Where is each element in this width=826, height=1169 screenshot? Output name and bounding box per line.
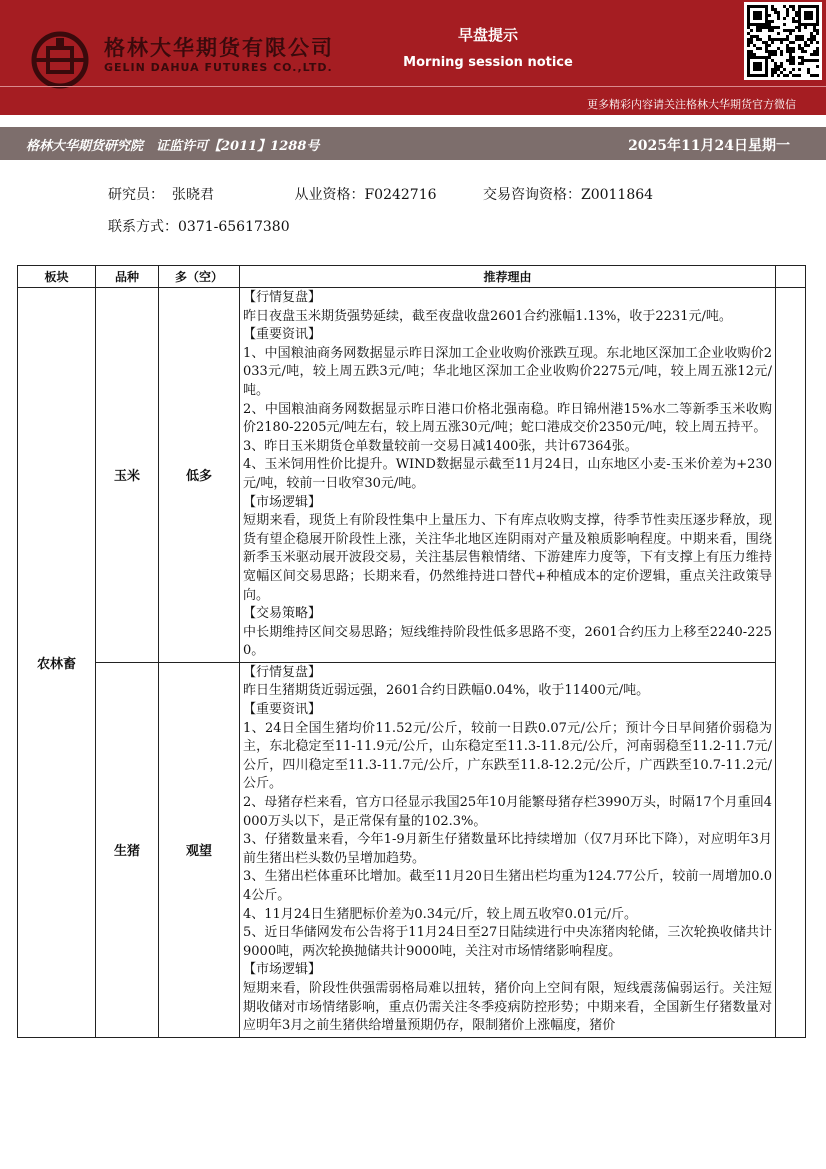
consult-label: 交易咨询资格： [482,187,581,203]
report-title-en: Morning session notice [403,55,573,70]
consult-number: Z0011864 [580,187,654,203]
reason-paragraph: 短期来看，现货上有阶段性集中上量压力、下有库点收购支撑，待季节性卖压逐步释放，现货有望企稳展开阶段性上涨，关注华北地区连阴雨对产量及粮质影响程度。中期来看，围绕新季玉米驱动展开波段交易，关注基层售粮情绪、下游建库力度等，下有支撑上有压力维持宽幅区间交易思路；长期来看，仍然维持进口替代+种植成本的定价逻辑，重点关注政策导向。 [243,513,772,603]
reason-paragraph: 【行情复盘】 [243,290,322,305]
qualification-label: 从业资格： [294,187,365,203]
header-divider [0,86,826,87]
reason-paragraph: 【交易策略】 [243,606,322,622]
report-date: 2025年11月24日星期一 [628,138,790,154]
report-title-cn: 早盘提示 [457,26,518,44]
reason-paragraph: 3、生猪出栏体重环比增加。截至11月20日生猪出栏均重为124.77公斤，较前一周增加0.04公斤。 [243,869,772,903]
variety-cell: 玉米 [96,288,159,663]
reason-paragraph: 【市场逻辑】 [243,494,322,510]
table-header-row [18,266,806,288]
reason-paragraph: 【重要资讯】 [243,702,322,718]
header-extra [776,266,806,288]
company-name-cn: 格林大华期货有限公司 [104,36,334,60]
reason-paragraph: 短期来看，阶段性供强需弱格局难以扭转，猪价向上空间有限，短线震荡偏弱运行。关注短期收储对市场情绪影响，重点仍需关注冬季疫病防控形势；中期来看，全国新生仔猪数量对应明年3月之前生猪供给增量预期仍存，限制猪价上涨幅度，猪价 [243,980,772,1034]
researcher-info [108,184,653,204]
contact-info [108,216,290,236]
page-header [0,0,826,115]
reason-paragraph: 【市场逻辑】 [243,962,322,978]
institute-bar [0,127,826,160]
researcher-name: 张晓君 [172,187,214,203]
reason-paragraph: 中长期维持区间交易思路；短线维持阶段性低多思路不变，2601合约压力上移至2240-2250。 [243,624,772,659]
wechat-qr-code-icon [744,2,822,80]
direction-cell: 观望 [159,662,240,1037]
reason-paragraph: 3、仔猪数量来看，今年1-9月新生仔猪数量环比持续增加（仅7月环比下降），对应明年3月前生猪出栏头数仍呈增加趋势。 [243,832,772,866]
header-variety: 品种 [96,266,159,288]
reason-paragraph: 2、母猪存栏来看，官方口径显示我国25年10月能繁母猪存栏3990万头，时隔17个月重回4000万头以下，是正常保有量的102.3%。 [243,795,772,829]
reason-paragraph: 【行情复盘】 [243,664,322,680]
wechat-note: 更多精彩内容请关注格林大华期货官方微信 [587,98,796,111]
company-name-en: GELIN DAHUA FUTURES CO.,LTD. [104,61,333,74]
reason-paragraph: 4、11月24日生猪肥标价差为0.34元/斤，较上周五收窄0.01元/斤。 [243,906,638,922]
recommendation-table [17,265,806,1038]
reason-paragraph: 5、近日华储网发布公告将于11月24日至27日陆续进行中央冻猪肉轮储，三次轮换收储共计9000吨，两次轮换抛储共计9000吨，关注对市场情绪影响程度。 [243,925,772,959]
table-row [18,662,806,1037]
contact-label: 联系方式： [108,219,178,235]
reason-paragraph: 昨日夜盘玉米期货强势延续，截至夜盘收盘2601合约涨幅1.13%，收于2231元/吨。 [243,308,732,324]
extra-cell [776,288,806,1038]
reason-cell [240,662,776,1037]
header-sector: 板块 [18,266,96,288]
reason-paragraph: 3、昨日玉米期货仓单数量较前一交易日减1400张，共计67364张。 [243,438,638,454]
reason-paragraph: 1、中国粮油商务网数据显示昨日深加工企业收购价涨跌互现。东北地区深加工企业收购价2033元/吨，较上周五跌3元/吨；华北地区深加工企业收购价2275元/吨，较上周五涨12元/吨。 [243,345,772,398]
reason-paragraph: 昨日生猪期货近弱远强，2601合约日跌幅0.04%，收于11400元/吨。 [243,683,650,699]
institute-license: 格林大华期货研究院 证监许可【2011】1288号 [26,139,320,154]
qualification-number: F0242716 [364,187,437,203]
header-direction: 多（空） [159,266,240,288]
researcher-label: 研究员： [108,187,164,203]
sector-cell: 农林畜 [18,288,96,1038]
direction-cell: 低多 [159,288,240,663]
reason-paragraph: 1、24日全国生猪均价11.52元/公斤，较前一日跌0.07元/公斤；预计今日早间猪价弱稳为主，东北稳定至11-11.9元/公斤，山东稳定至11.3-11.8元/公斤，河南弱稳至11.2-11.7元/公斤，四川稳定至11.3-11.7元/公斤，广东跌至11.8-12.2元/公斤，广西跌至10.7-11.2元/公斤。 [243,720,772,792]
reason-paragraph: 2、中国粮油商务网数据显示昨日港口价格北强南稳。昨日锦州港15%水二等新季玉米收购价2180-2205元/吨左右，较上周五涨30元/吨；蛇口港成交价2350元/吨，较上周五持平。 [243,401,772,436]
reason-paragraph: 4、玉米饲用性价比提升。WIND数据显示截至11月24日，山东地区小麦-玉米价差为+230元/吨，较前一日收窄30元/吨。 [243,457,772,491]
table-row [18,288,806,663]
reason-paragraph: 【重要资讯】 [243,327,322,343]
variety-cell: 生猪 [96,662,159,1037]
reason-cell [240,288,776,663]
header-reason: 推荐理由 [240,266,776,288]
contact-phone: 0371-65617380 [178,219,290,235]
